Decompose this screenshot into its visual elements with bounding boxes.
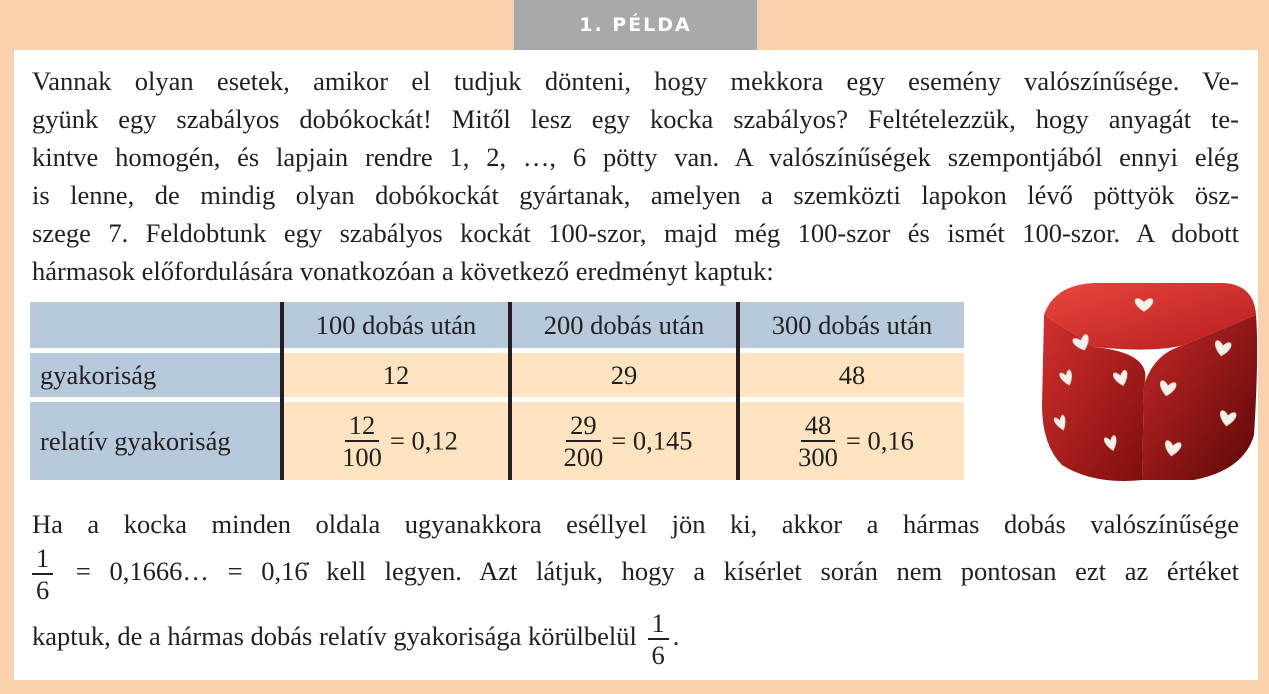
fraction: $\frac{48}{300}$ bbox=[798, 410, 838, 472]
table-header-300: 300 dobás után bbox=[736, 302, 964, 348]
intro-line: is lenne, de mindig olyan dobókockát gyártanak, amelyen a szemközti lapokon lévő pöttyök ösz- bbox=[32, 180, 1239, 210]
conclusion-line: $\frac{1}{6}$ = 0,1666… = 0,16̇ kell legyen. Azt látjuk, hogy a kísérlet során nem pontosan ezt az értéket bbox=[32, 543, 1239, 605]
frequency-table bbox=[30, 302, 964, 480]
table-header-100: 100 dobás után bbox=[280, 302, 508, 348]
relative-frequency-300: $\frac{48}{300}$ = 0,16 bbox=[736, 402, 964, 480]
relative-frequency-100: $\frac{12}{100}$ = 0,12 bbox=[280, 402, 508, 480]
frequency-200: 29 bbox=[508, 353, 736, 397]
dice-image bbox=[1034, 275, 1259, 490]
table-row-frequency bbox=[30, 353, 964, 397]
intro-line: szege 7. Feldobtunk egy szabályos kockát 100-szor, majd még 100-szor és ismét 100-szor. A dobott bbox=[32, 218, 1239, 248]
frequency-100: 12 bbox=[280, 353, 508, 397]
intro-line: hármasok előfordulására vonatkozóan a következő eredményt kaptuk: bbox=[32, 256, 774, 286]
conclusion-line: kaptuk, de a hármas dobás relatív gyakorisága körülbelül $\frac{1}{6}$ . bbox=[32, 607, 680, 670]
intro-line: Vannak olyan esetek, amikor el tudjuk dönteni, hogy mekkora egy esemény valószínűsége. Ve- bbox=[32, 66, 1239, 96]
relative-frequency-200: $\frac{29}{200}$ = 0,145 bbox=[508, 402, 736, 480]
conclusion-paragraph bbox=[32, 505, 1239, 670]
fraction: $\frac{29}{200}$ bbox=[563, 410, 604, 472]
intro-line: gyünk egy szabályos dobókockát! Mitől lesz egy kocka szabályos? Feltételezzük, hogy anyagát te- bbox=[32, 104, 1239, 134]
example-badge: 1. PÉLDA bbox=[514, 0, 757, 50]
example-panel bbox=[14, 50, 1258, 680]
table-header-200: 200 dobás után bbox=[508, 302, 736, 348]
table-corner-cell bbox=[30, 302, 280, 348]
frequency-300: 48 bbox=[736, 353, 964, 397]
fraction: $\frac{12}{100}$ bbox=[342, 410, 382, 472]
row-label-frequency: gyakoriság bbox=[30, 353, 280, 397]
intro-line: kintve homogén, és lapjain rendre 1, 2, …, 6 pötty van. A valószínűségek szempontjából ennyi elég bbox=[32, 142, 1239, 172]
intro-paragraph bbox=[32, 62, 1239, 290]
table-header-row bbox=[30, 302, 964, 348]
row-label-relative-frequency: relatív gyakoriság bbox=[30, 402, 280, 480]
fraction-one-sixth: $\frac{1}{6}$ bbox=[32, 543, 53, 605]
table-row-relative-frequency bbox=[30, 402, 964, 480]
conclusion-line: Ha a kocka minden oldala ugyanakkora eséllyel jön ki, akkor a hármas dobás valószínűsége bbox=[32, 509, 1239, 539]
fraction-one-sixth: $\frac{1}{6}$ bbox=[648, 608, 669, 670]
